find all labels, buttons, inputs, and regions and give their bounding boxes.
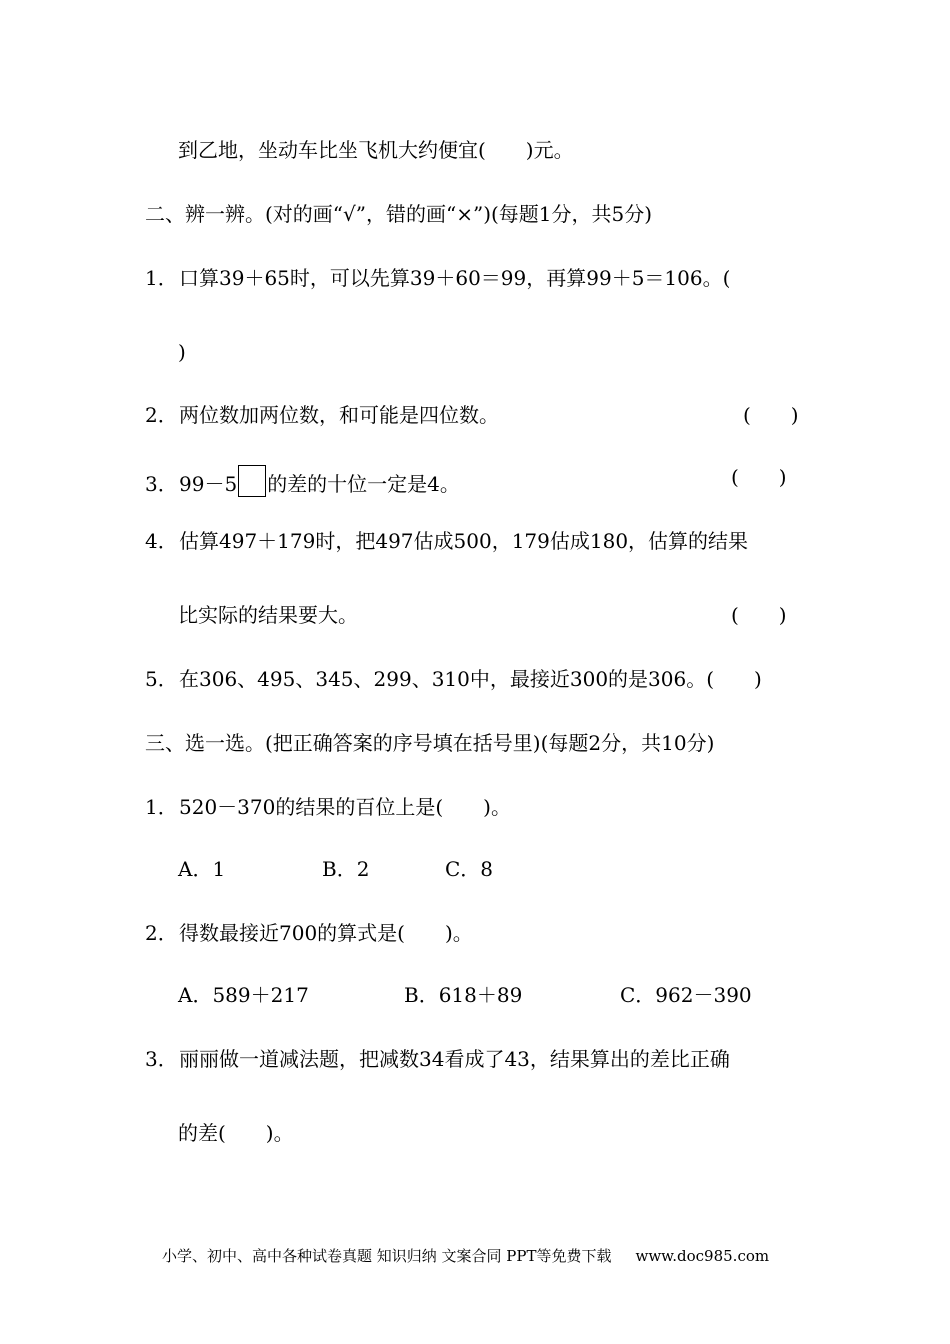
question-number: 3． [145,1047,178,1071]
option-a[interactable]: A．589＋217 [178,983,309,1007]
option-b[interactable]: B．618＋89 [404,983,523,1007]
option-b[interactable]: B．2 [322,857,370,881]
continuation-line: 到乙地，坐动车比坐飞机大约便宜( )元。 [178,138,574,162]
question-text: 估算497＋179时，把497估成500，179估成180，估算的结果 [179,529,749,553]
question-continuation: ) [178,340,186,364]
question-text: 99－5 [179,472,238,496]
question-text: 的差的十位一定是4。 [267,472,460,496]
question-continuation: 的差( )。 [178,1121,294,1145]
question-text: 得数最接近700的算式是( )。 [179,921,473,945]
answer-parentheses[interactable]: ( ) [731,603,787,627]
question-text: 在306、495、345、299、310中，最接近300的是306。( ) [179,667,762,691]
section-heading-judge: 二、辨一辨。(对的画“√”，错的画“×”)(每题1分，共5分) [145,202,653,226]
question-item [145,921,473,945]
question-number: 3． [145,472,178,496]
footer-text: 小学、初中、高中各种试卷真题 知识归纳 文案合同 PPT等免费下载 [162,1247,612,1265]
question-text: 520－370的结果的百位上是( )。 [179,795,511,819]
question-continuation: 比实际的结果要大。 [178,603,358,627]
question-number: 1． [145,795,178,819]
question-number: 2． [145,921,178,945]
answer-parentheses[interactable]: ( ) [731,465,787,489]
footer-link[interactable]: www.doc985.com [635,1247,770,1265]
answer-parentheses[interactable]: ( ) [743,403,799,427]
option-a[interactable]: A．1 [178,857,226,881]
question-item [145,266,730,290]
question-item [145,403,499,427]
question-text: 丽丽做一道减法题，把减数34看成了43，结果算出的差比正确 [179,1047,730,1071]
question-item [145,667,762,691]
question-item [145,1047,730,1071]
blank-digit-box[interactable] [238,465,266,497]
question-number: 4． [145,529,178,553]
page-footer [162,1246,769,1266]
question-number: 5． [145,667,178,691]
question-text: 两位数加两位数，和可能是四位数。 [179,403,499,427]
question-number: 2． [145,403,178,427]
option-c[interactable]: C．8 [445,857,494,881]
question-item [145,529,748,553]
question-number: 1． [145,266,178,290]
question-item [145,795,511,819]
section-heading-choose: 三、选一选。(把正确答案的序号填在括号里)(每题2分，共10分) [145,731,715,755]
question-text: 口算39＋65时，可以先算39＋60＝99，再算99＋5＝106。( [179,266,731,290]
option-c[interactable]: C．962－390 [620,983,752,1007]
question-item [145,465,460,497]
